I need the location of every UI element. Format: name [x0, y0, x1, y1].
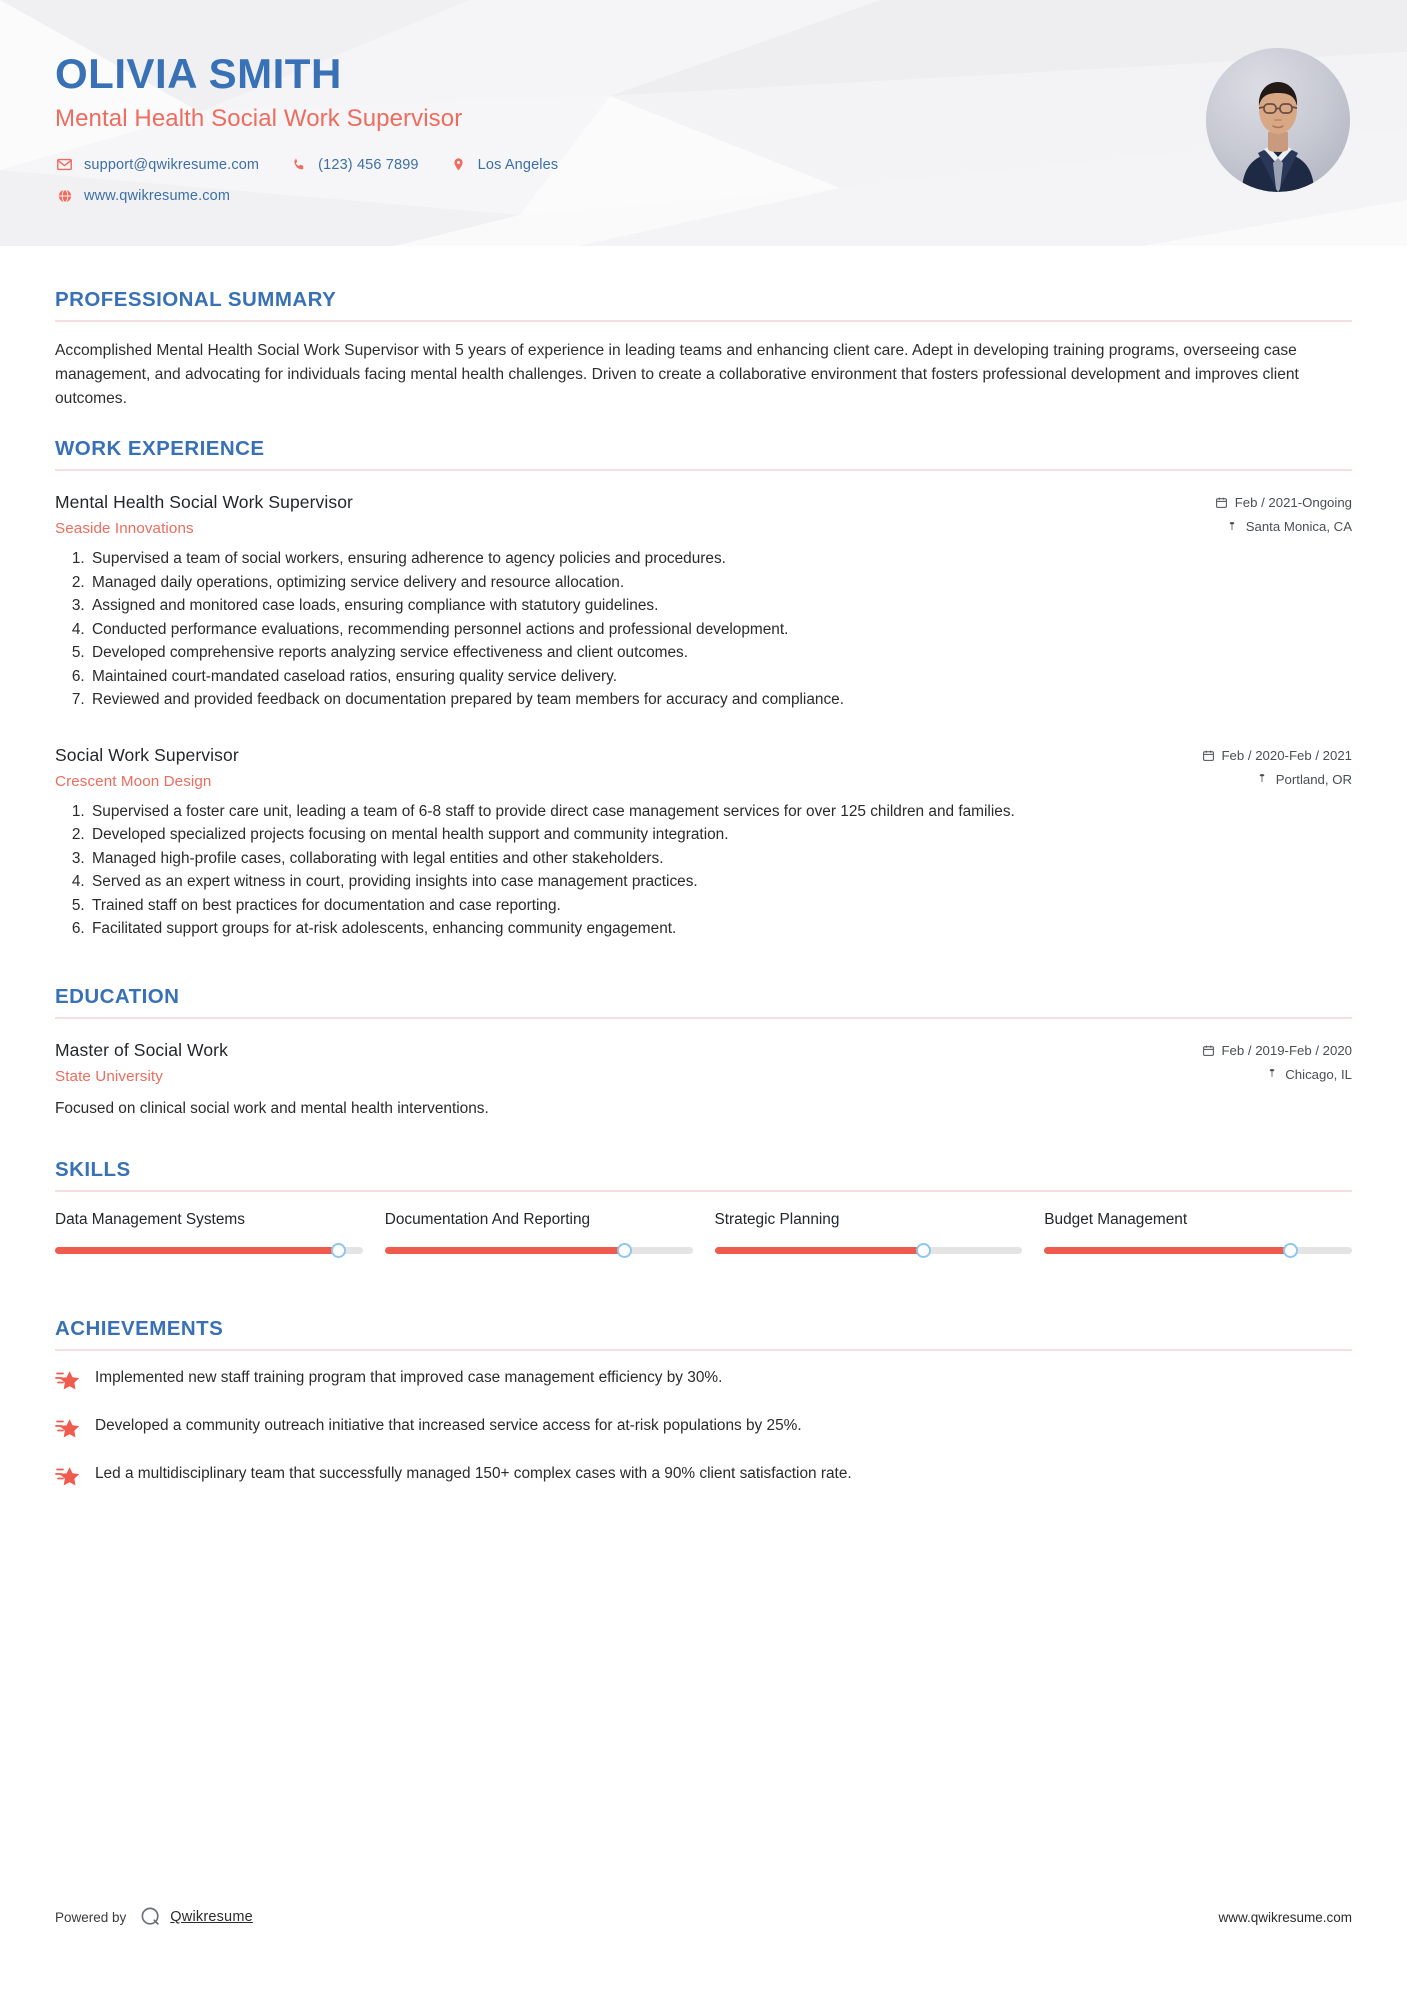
skill-name: Data Management Systems	[55, 1210, 245, 1228]
skill-item	[715, 1210, 1023, 1259]
calendar-icon	[1202, 748, 1215, 762]
contact-row-website	[55, 186, 1352, 205]
list-item: 4. Conducted performance evaluations, recommending personnel actions and professional development.	[89, 619, 1352, 641]
contact-website-text: www.qwikresume.com	[84, 187, 231, 204]
work-entry	[55, 492, 1352, 711]
globe-icon	[55, 186, 74, 205]
work-entry-dates-line	[1215, 495, 1352, 510]
skill-fill	[1044, 1247, 1290, 1254]
education-entry-left	[55, 1040, 1184, 1085]
contact-location	[449, 155, 559, 174]
contact-row-primary	[55, 155, 1352, 174]
skill-item	[385, 1210, 693, 1259]
page-title: OLIVIA SMITH	[55, 50, 342, 97]
calendar-icon	[1202, 1043, 1215, 1057]
contact-info	[55, 155, 1352, 205]
education-dates-line	[1202, 1043, 1353, 1058]
list-item: 4. Served as an expert witness in court, providing insights into case management practices.	[89, 871, 1352, 893]
list-item: 7. Reviewed and provided feedback on documentation prepared by team members for accuracy and compliance.	[89, 689, 1352, 711]
contact-website[interactable]	[55, 186, 230, 205]
list-item: 5. Developed comprehensive reports analyzing service effectiveness and client outcomes.	[89, 642, 1352, 664]
achievement-item	[55, 1463, 1352, 1488]
education-location-line	[1202, 1067, 1353, 1082]
section-title-summary: PROFESSIONAL SUMMARY	[55, 288, 337, 311]
education-entry-meta	[1184, 1040, 1353, 1082]
section-achievements	[55, 1317, 1352, 1488]
work-entry-dates-line	[1202, 748, 1353, 763]
section-divider	[55, 469, 1352, 471]
skill-fill	[55, 1247, 338, 1254]
achievement-item	[55, 1367, 1352, 1392]
resume-body	[0, 288, 1407, 1488]
skill-level-bar[interactable]	[55, 1243, 363, 1259]
skill-level-bar[interactable]	[715, 1243, 1023, 1259]
achievement-item	[55, 1415, 1352, 1440]
job-title: Mental Health Social Work Supervisor	[55, 105, 463, 133]
avatar	[1206, 48, 1350, 192]
contact-location-text: Los Angeles	[477, 156, 559, 173]
skill-name: Strategic Planning	[714, 1210, 840, 1228]
skill-track	[1044, 1247, 1352, 1254]
work-entry-role: Social Work Supervisor	[55, 744, 239, 765]
work-entry-organization: Seaside Innovations	[55, 520, 194, 538]
section-divider	[55, 320, 1352, 322]
skill-item	[55, 1210, 363, 1259]
education-dates: Feb / 2019-Feb / 2020	[1221, 1042, 1352, 1058]
education-school: State University	[55, 1067, 163, 1085]
section-title-work-experience: WORK EXPERIENCE	[55, 437, 265, 461]
section-work-experience	[55, 437, 1352, 940]
section-skills	[55, 1158, 1352, 1259]
work-entry-location: Portland, OR	[1275, 771, 1352, 787]
contact-email[interactable]	[55, 155, 259, 174]
work-entry-meta	[1197, 492, 1352, 534]
list-item: 6. Facilitated support groups for at-risk adolescents, enhancing community engagement.	[89, 918, 1352, 940]
work-entry-left	[55, 745, 1184, 790]
star-badge-icon	[55, 1416, 81, 1440]
skill-track	[55, 1247, 363, 1254]
list-item: 3. Managed high-profile cases, collaborating with legal entities and other stakeholders.	[89, 848, 1352, 870]
achievement-text: Led a multidisciplinary team that successfully managed 150+ complex cases with a 90% client satisfaction rate.	[95, 1464, 852, 1482]
work-entry-location: Santa Monica, CA	[1245, 519, 1352, 535]
education-location: Chicago, IL	[1285, 1066, 1352, 1082]
education-entry-header	[55, 1040, 1352, 1085]
skill-name: Documentation And Reporting	[384, 1210, 591, 1228]
contact-email-text: support@qwikresume.com	[84, 156, 260, 173]
skill-knob[interactable]	[617, 1243, 632, 1258]
skill-item	[1044, 1210, 1352, 1259]
work-entry-location-line	[1202, 772, 1353, 787]
list-item: 6. Maintained court-mandated caseload ratios, ensuring quality service delivery.	[89, 666, 1352, 688]
work-entry-bullets	[55, 548, 1352, 711]
location-pin-icon	[449, 155, 468, 174]
skill-level-bar[interactable]	[385, 1243, 693, 1259]
skill-knob[interactable]	[1283, 1243, 1298, 1258]
list-item: 3. Assigned and monitored case loads, ensuring compliance with statutory guidelines.	[89, 595, 1352, 617]
work-entry-dates: Feb / 2021-Ongoing	[1234, 495, 1352, 511]
skills-grid	[55, 1210, 1352, 1259]
list-item: 1. Supervised a foster care unit, leading a team of 6-8 staff to provide direct case management services for over 125 children and families.	[89, 801, 1352, 823]
achievement-text: Developed a community outreach initiative that increased service access for at-risk populations by 25%.	[95, 1416, 802, 1434]
achievements-list	[55, 1367, 1352, 1488]
section-divider	[55, 1017, 1352, 1019]
email-icon	[55, 155, 74, 174]
section-divider	[55, 1349, 1352, 1351]
footer-website[interactable]: www.qwikresume.com	[1218, 1909, 1352, 1925]
contact-phone[interactable]	[289, 155, 418, 174]
work-entry	[55, 745, 1352, 941]
education-description: Focused on clinical social work and mental health interventions.	[55, 1099, 489, 1117]
work-entry-dates: Feb / 2020-Feb / 2021	[1221, 747, 1352, 763]
map-pin-icon	[1265, 1067, 1278, 1081]
calendar-icon	[1215, 496, 1228, 510]
section-professional-summary	[55, 288, 1352, 411]
skill-track	[385, 1247, 693, 1254]
work-entry-left	[55, 492, 1197, 537]
resume-footer	[55, 1906, 1352, 1928]
powered-by-label: Powered by	[55, 1909, 127, 1925]
summary-text: Accomplished Mental Health Social Work Supervisor with 5 years of experience in leading teams and enhancing client care. Adept in developing training programs, overseeing case management, and advocating for individuals facing mental health challenges. Driven to create a collaborative environment that fosters professional development and improves client outcomes.	[55, 342, 1299, 408]
skill-knob[interactable]	[916, 1243, 931, 1258]
list-item: 1. Supervised a team of social workers, ensuring adherence to agency policies and procedures.	[89, 548, 1352, 570]
work-entry-header	[55, 745, 1352, 790]
skill-knob[interactable]	[331, 1243, 346, 1258]
skill-fill	[715, 1247, 924, 1254]
qwikresume-logo-icon	[140, 1906, 162, 1928]
brand-name-link[interactable]: Qwikresume	[170, 1909, 253, 1925]
education-entry	[55, 1040, 1352, 1120]
skill-name: Budget Management	[1044, 1210, 1188, 1228]
resume-header	[0, 0, 1407, 262]
achievement-text: Implemented new staff training program that improved case management efficiency by 30%.	[95, 1368, 723, 1386]
avatar-photo	[1206, 48, 1350, 192]
footer-branding	[55, 1906, 253, 1928]
list-item: 2. Managed daily operations, optimizing service delivery and resource allocation.	[89, 572, 1352, 594]
work-entry-bullets	[55, 801, 1352, 941]
work-entry-organization: Crescent Moon Design	[55, 772, 212, 790]
map-pin-icon	[1226, 520, 1239, 534]
skill-fill	[385, 1247, 625, 1254]
section-title-achievements: ACHIEVEMENTS	[55, 1316, 224, 1340]
skill-track	[715, 1247, 1023, 1254]
list-item: 2. Developed specialized projects focusing on mental health support and community integration.	[89, 824, 1352, 846]
section-divider	[55, 1190, 1352, 1192]
section-title-skills: SKILLS	[55, 1157, 131, 1181]
work-entry-meta	[1184, 745, 1353, 787]
list-item: 5. Trained staff on best practices for documentation and case reporting.	[89, 895, 1352, 917]
map-pin-icon	[1256, 772, 1269, 786]
star-badge-icon	[55, 1464, 81, 1488]
education-degree: Master of Social Work	[55, 1039, 228, 1060]
work-entry-role: Mental Health Social Work Supervisor	[55, 492, 353, 513]
star-badge-icon	[55, 1368, 81, 1392]
contact-phone-text: (123) 456 7899	[318, 156, 419, 173]
phone-icon	[289, 155, 308, 174]
section-education	[55, 985, 1352, 1120]
work-entry-location-line	[1215, 519, 1352, 534]
section-title-education: EDUCATION	[55, 984, 180, 1008]
work-entry-header	[55, 492, 1352, 537]
skill-level-bar[interactable]	[1044, 1243, 1352, 1259]
